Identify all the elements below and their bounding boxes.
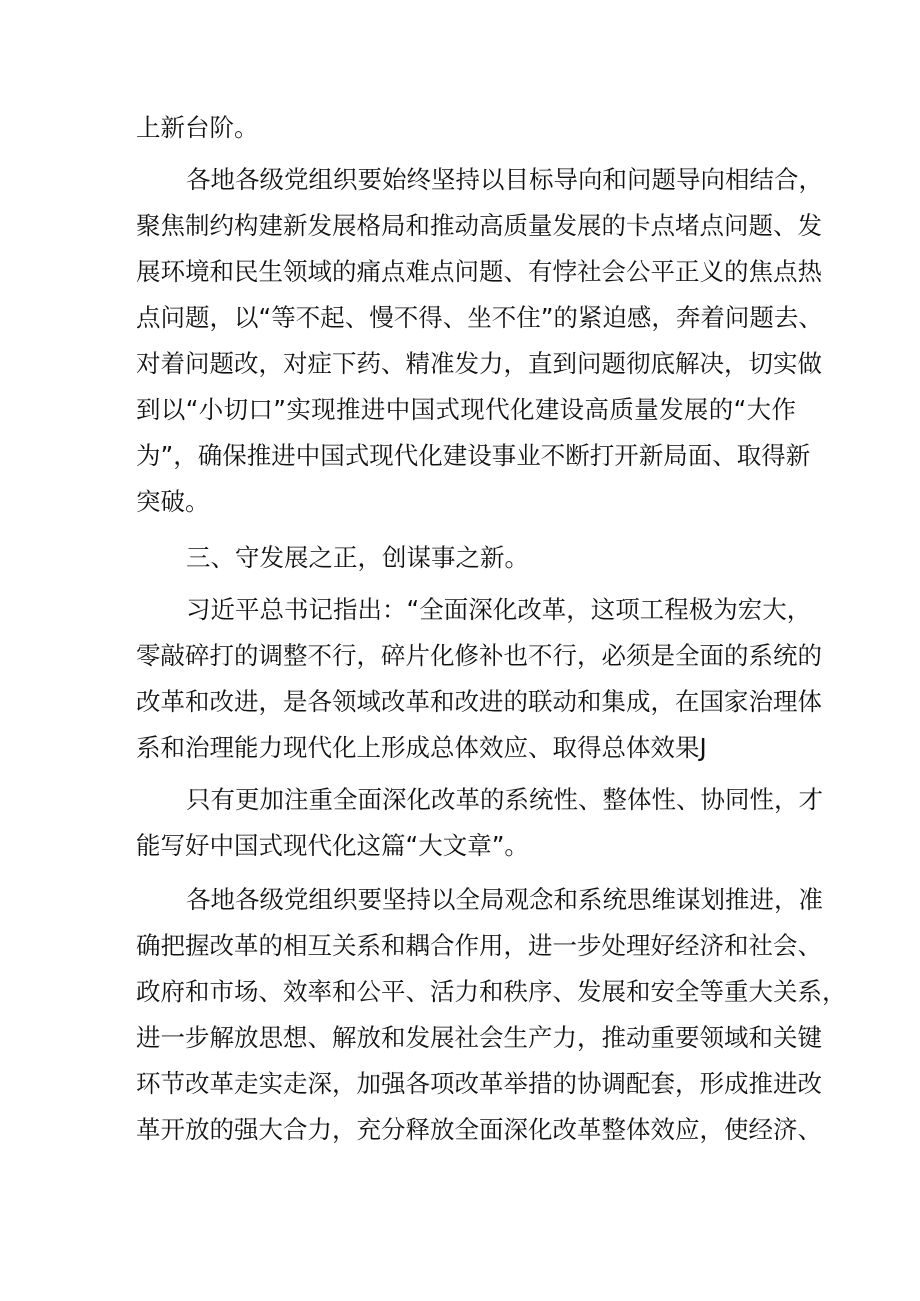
- text-line: 对着问题改，对症下药、精准发力，直到问题彻底解决，切实做: [136, 349, 822, 378]
- text-line: 上新台阶。: [136, 113, 259, 142]
- paragraph-first-line: 习近平总书记指出：“全面深化改革，这项工程极为宏大，: [186, 595, 812, 624]
- paragraph-first-line: 各地各级党组织要始终坚持以目标导向和问题导向相结合，: [186, 165, 823, 194]
- text-line: 环节改革走实走深，加强各项改革举措的协调配套，形成推进改: [136, 1069, 822, 1098]
- text-line: 政府和市场、效率和公平、活力和秩序、发展和安全等重大关系，: [136, 977, 847, 1006]
- text-line: 革开放的强大合力，充分释放全面深化改革整体效应，使经济、: [136, 1115, 822, 1144]
- paragraph-first-line: 各地各级党组织要坚持以全局观念和系统思维谋划推进，准: [186, 885, 823, 914]
- text-line: 为”，确保推进中国式现代化建设事业不断打开新局面、取得新: [136, 441, 811, 470]
- section-heading: 三、守发展之正，创谋事之新。: [186, 543, 529, 572]
- text-line: 改革和改进，是各领域改革和改进的联动和集成，在国家治理体: [136, 687, 822, 716]
- text-line: 确把握改革的相互关系和耦合作用，进一步处理好经济和社会、: [136, 931, 822, 960]
- text-line: 聚焦制约构建新发展格局和推动高质量发展的卡点堵点问题、发: [136, 211, 822, 240]
- text-line: 到以“小切口”实现推进中国式现代化建设高质量发展的“大作: [136, 395, 796, 424]
- text-line: 零敲碎打的调整不行，碎片化修补也不行，必须是全面的系统的: [136, 641, 822, 670]
- text-line: 展环境和民生领域的痛点难点问题、有悖社会公平正义的焦点热: [136, 257, 822, 286]
- text-line: 进一步解放思想、解放和发展社会生产力，推动重要领域和关键: [136, 1023, 822, 1052]
- text-line: 突破。: [136, 487, 210, 516]
- text-line: 能写好中国式现代化这篇“大文章”。: [136, 831, 529, 860]
- text-line: 点问题，以“等不起、慢不得、坐不住”的紧迫感，奔着问题去、: [136, 303, 823, 332]
- paragraph-first-line: 只有更加注重全面深化改革的系统性、整体性、协同性，才: [186, 785, 823, 814]
- text-line: 系和治理能力现代化上形成总体效应、取得总体效果J: [136, 733, 707, 762]
